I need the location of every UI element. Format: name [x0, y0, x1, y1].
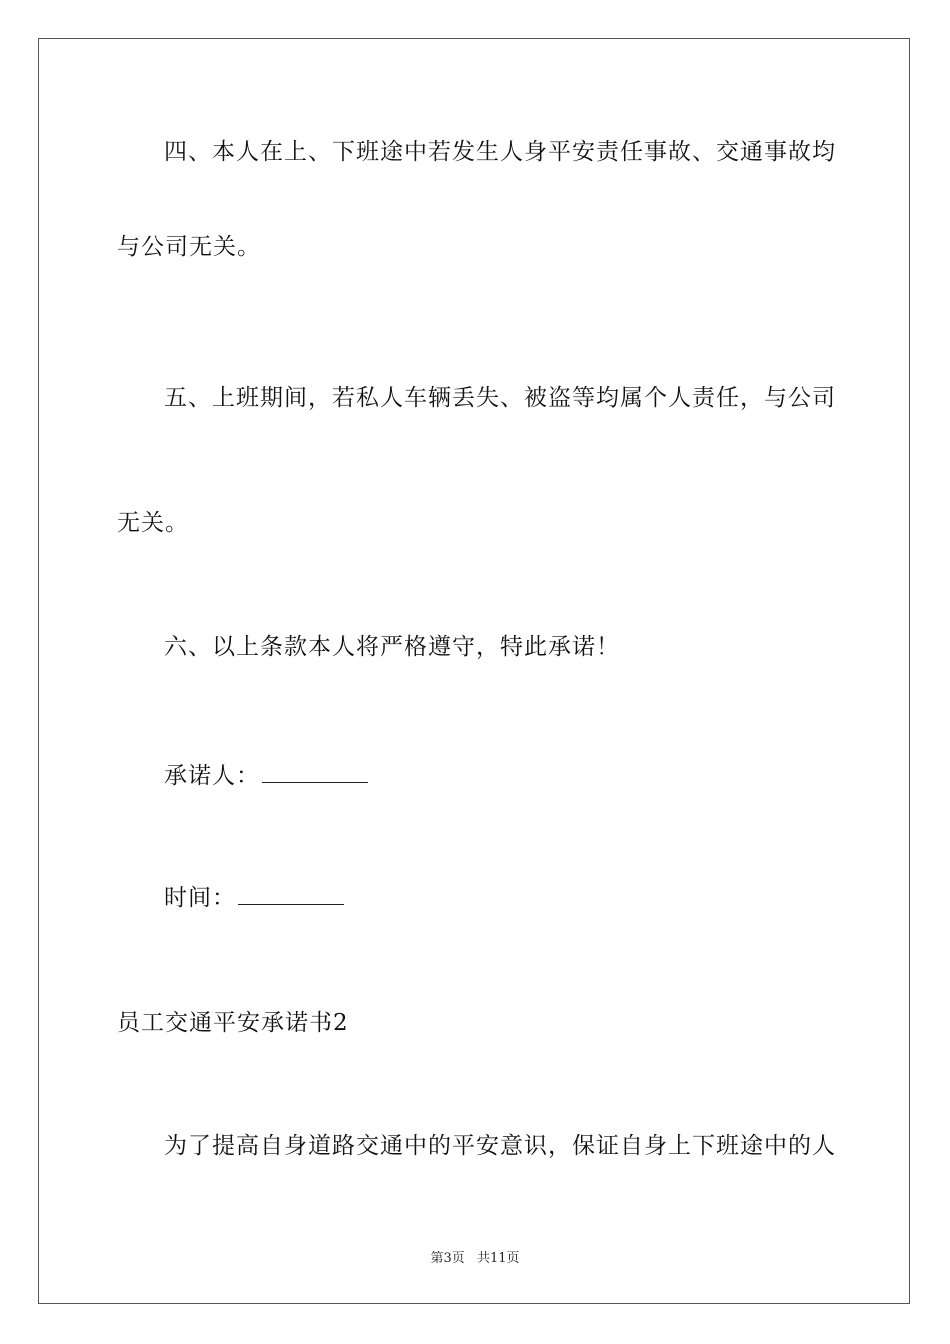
clause-4-line-2: 与公司无关。: [117, 234, 261, 260]
clause-6: 六、以上条款本人将严格遵守，特此承诺！: [164, 634, 620, 660]
signer-row: [164, 760, 368, 791]
page-footer: [0, 1247, 950, 1266]
clause-5-line-1: 五、上班期间，若私人车辆丢失、被盗等均属个人责任，与公司: [164, 385, 836, 411]
clause-4-line-1: 四、本人在上、下班途中若发生人身平安责任事故、交通事故均: [164, 139, 836, 165]
signer-blank: [262, 760, 368, 783]
next-paragraph-line-1: 为了提高自身道路交通中的平安意识，保证自身上下班途中的人: [164, 1133, 836, 1159]
time-label: 时间：: [164, 885, 236, 911]
section-title: 员工交通平安承诺书2: [117, 1010, 349, 1036]
page-number: 第3页: [430, 1251, 465, 1266]
clause-5-line-2: 无关。: [117, 510, 189, 536]
page-border: [38, 38, 910, 1304]
time-blank: [238, 882, 344, 905]
time-row: [164, 882, 344, 913]
signer-label: 承诺人：: [164, 763, 260, 789]
page-total: 共11页: [476, 1251, 520, 1266]
